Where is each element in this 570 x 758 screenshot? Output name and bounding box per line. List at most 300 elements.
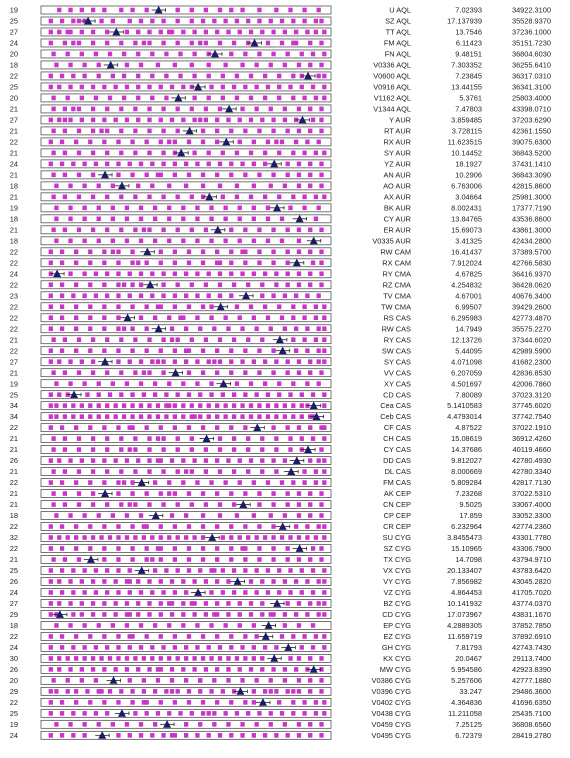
observation-marker [322, 425, 326, 430]
observation-marker [184, 678, 188, 683]
observation-marker [119, 370, 123, 375]
observation-marker [249, 403, 253, 408]
observation-marker [198, 678, 202, 683]
period-value: 17.137939 [447, 16, 482, 26]
observation-marker [181, 601, 185, 606]
epoch-value: 36428.0620 [511, 280, 551, 290]
obs-count: 27 [9, 357, 18, 367]
observation-marker [116, 491, 120, 496]
table-row [10, 181, 551, 190]
observation-marker [204, 107, 208, 112]
period-value: 6.763006 [451, 181, 482, 191]
observation-marker [257, 524, 261, 529]
observation-marker [80, 612, 84, 617]
obs-count: 18 [9, 236, 18, 246]
observation-marker [215, 458, 219, 463]
observation-marker [119, 129, 123, 134]
phase-strip [41, 6, 331, 14]
observation-marker [198, 403, 202, 408]
observation-marker [317, 612, 321, 617]
observation-marker [305, 612, 309, 617]
observation-marker [159, 425, 163, 430]
observation-marker [51, 129, 55, 134]
observation-marker [322, 524, 326, 529]
observation-marker [82, 74, 86, 79]
observation-marker [226, 326, 230, 331]
observation-marker [286, 601, 290, 606]
observation-marker [260, 579, 264, 584]
obs-count: 22 [9, 697, 18, 707]
observation-marker [80, 96, 84, 101]
observation-marker [249, 458, 253, 463]
observation-marker [226, 667, 230, 672]
observation-marker [297, 733, 301, 738]
observation-marker [280, 634, 284, 639]
observation-marker [190, 195, 194, 200]
observation-marker [246, 535, 250, 540]
observation-marker [170, 689, 174, 694]
observation-marker [49, 480, 53, 485]
observation-marker [274, 447, 278, 452]
period-value: 4.67825 [455, 269, 482, 279]
observation-marker [77, 337, 81, 342]
observation-marker [82, 162, 86, 167]
observation-marker [300, 414, 304, 419]
observation-marker [249, 151, 253, 156]
epoch-value: 37022.5310 [511, 489, 551, 499]
observation-marker [147, 195, 151, 200]
observation-marker [215, 700, 219, 705]
observation-marker [125, 85, 129, 90]
observation-marker [128, 634, 132, 639]
observation-marker [116, 590, 120, 595]
observation-marker [49, 41, 53, 46]
observation-marker [286, 359, 290, 364]
observation-marker [308, 129, 312, 134]
observation-marker [54, 184, 58, 189]
observation-marker [229, 293, 233, 298]
observation-marker [271, 667, 275, 672]
observation-marker [173, 700, 177, 705]
star-name: FM AQL [383, 38, 411, 48]
phase-strip [41, 336, 331, 344]
observation-marker [207, 74, 211, 79]
observation-marker [147, 667, 151, 672]
observation-marker [181, 579, 185, 584]
period-value: 7.81793 [455, 643, 482, 653]
observation-marker [300, 52, 304, 57]
observation-marker [51, 107, 55, 112]
obs-count: 19 [9, 203, 18, 213]
observation-marker [125, 667, 129, 672]
observation-marker [77, 502, 81, 507]
observation-marker [60, 74, 64, 79]
observation-marker [322, 74, 326, 79]
observation-marker [221, 151, 225, 156]
observation-marker [235, 184, 239, 189]
observation-marker [190, 228, 194, 233]
observation-marker [255, 634, 259, 639]
observation-marker [252, 140, 256, 145]
observation-marker [257, 502, 261, 507]
star-name: Y AUR [388, 115, 411, 125]
period-value: 18.1927 [455, 159, 482, 169]
observation-marker [302, 480, 306, 485]
observation-marker [105, 502, 109, 507]
observation-marker [255, 107, 259, 112]
star-name: EP CYG [383, 621, 411, 631]
observation-marker [130, 304, 134, 309]
observation-marker [119, 8, 123, 13]
observation-marker [91, 469, 95, 474]
observation-marker [243, 590, 247, 595]
observation-marker [319, 260, 323, 265]
observation-marker [77, 107, 81, 112]
observation-marker [116, 656, 120, 661]
observation-marker [243, 557, 247, 562]
observation-marker [102, 304, 106, 309]
observation-marker [99, 129, 103, 134]
observation-marker [49, 711, 53, 716]
observation-marker [187, 260, 191, 265]
observation-marker [139, 381, 143, 386]
observation-marker [54, 381, 58, 386]
observation-marker [170, 458, 174, 463]
period-value: 4.501697 [451, 379, 482, 389]
observation-marker [130, 173, 134, 178]
observation-marker [229, 370, 233, 375]
observation-marker [136, 601, 140, 606]
observation-marker [102, 8, 106, 13]
observation-marker [63, 436, 67, 441]
observation-marker [209, 238, 213, 243]
obs-count: 24 [9, 588, 18, 598]
observation-marker [192, 414, 196, 419]
observation-marker [232, 337, 236, 342]
observation-marker [77, 19, 81, 24]
observation-marker [226, 612, 230, 617]
observation-marker [300, 403, 304, 408]
observation-marker [238, 315, 242, 320]
observation-marker [204, 30, 208, 35]
observation-marker [63, 41, 67, 46]
observation-marker [212, 326, 216, 331]
observation-marker [133, 195, 137, 200]
star-name: FN AQL [384, 49, 411, 59]
observation-marker [161, 162, 165, 167]
observation-marker [271, 546, 275, 551]
observation-marker [133, 711, 137, 716]
observation-marker [240, 326, 244, 331]
observation-marker [235, 711, 239, 716]
observation-marker [218, 41, 222, 46]
observation-marker [116, 535, 120, 540]
phase-strip [41, 610, 331, 618]
observation-marker [232, 414, 236, 419]
observation-marker [218, 359, 222, 364]
observation-marker [238, 480, 242, 485]
star-name: AO AUR [383, 181, 411, 191]
observation-marker [249, 612, 253, 617]
observation-marker [252, 217, 256, 222]
table-row [10, 511, 551, 520]
observation-marker [156, 546, 160, 551]
observation-marker [277, 85, 281, 90]
observation-marker [286, 733, 290, 738]
observation-marker [63, 118, 67, 123]
observation-marker [173, 359, 177, 364]
observation-marker [136, 118, 140, 123]
observation-marker [159, 140, 163, 145]
observation-marker [308, 271, 312, 276]
observation-marker [125, 601, 129, 606]
observation-marker [116, 304, 120, 309]
observation-marker [49, 162, 53, 167]
observation-marker [150, 74, 154, 79]
observation-marker [235, 656, 239, 661]
observation-marker [240, 63, 244, 68]
observation-marker [173, 249, 177, 254]
observation-marker [229, 425, 233, 430]
observation-marker [243, 568, 247, 573]
observation-marker [288, 656, 292, 661]
observation-marker [145, 348, 149, 353]
observation-marker [269, 19, 273, 24]
observation-marker [159, 118, 163, 123]
observation-marker [212, 19, 216, 24]
table-row [10, 247, 551, 256]
observation-marker [260, 436, 264, 441]
obs-count: 24 [9, 269, 18, 279]
observation-marker [297, 359, 301, 364]
observation-marker [178, 52, 182, 57]
observation-marker [136, 74, 140, 79]
observation-marker [60, 326, 64, 331]
observation-marker [286, 425, 290, 430]
observation-marker [125, 118, 129, 123]
observation-marker [229, 173, 233, 178]
observation-marker [170, 118, 174, 123]
observation-marker [116, 249, 120, 254]
observation-marker [252, 238, 256, 243]
observation-marker [190, 502, 194, 507]
epoch-value: 34922.3100 [511, 5, 551, 15]
observation-marker [167, 623, 171, 628]
observation-marker [139, 722, 143, 727]
observation-marker [49, 293, 53, 298]
table-row [10, 116, 551, 125]
observation-marker [322, 436, 326, 441]
observation-marker [74, 546, 78, 551]
observation-marker [308, 502, 312, 507]
observation-marker [209, 206, 213, 211]
phase-strip [41, 402, 331, 410]
observation-marker [97, 403, 101, 408]
observation-marker [49, 359, 53, 364]
observation-marker [252, 645, 256, 650]
observation-marker [153, 217, 157, 222]
obs-count: 26 [9, 665, 18, 674]
observation-marker [246, 469, 250, 474]
observation-marker [255, 326, 259, 331]
observation-marker [159, 601, 163, 606]
observation-marker [271, 502, 275, 507]
observation-marker [271, 228, 275, 233]
table-row [10, 522, 551, 531]
table-row [10, 83, 551, 92]
epoch-value: 43045.2820 [511, 577, 551, 587]
observation-marker [249, 667, 253, 672]
observation-marker [271, 52, 275, 57]
star-name: SZ CYG [383, 544, 411, 554]
observation-marker [221, 689, 225, 694]
observation-marker [170, 733, 174, 738]
epoch-value: 43398.0710 [511, 104, 551, 114]
obs-count: 29 [9, 686, 18, 696]
table-row [10, 17, 551, 26]
observation-marker [209, 590, 213, 595]
observation-marker [136, 260, 140, 265]
observation-marker [102, 458, 106, 463]
period-value: 8.002431 [451, 203, 482, 213]
observation-marker [161, 271, 165, 276]
observation-marker [122, 52, 126, 57]
table-row [10, 698, 551, 707]
observation-marker [319, 63, 323, 68]
observation-marker [170, 337, 174, 342]
observation-marker [291, 304, 295, 309]
observation-marker [229, 557, 233, 562]
table-row [10, 313, 551, 322]
star-name: AX AUR [383, 192, 411, 202]
table-row [10, 170, 551, 179]
observation-marker [57, 118, 61, 123]
observation-marker [294, 524, 298, 529]
table-row [10, 335, 551, 344]
observation-marker [252, 689, 256, 694]
observation-marker [311, 260, 315, 265]
observation-marker [249, 601, 253, 606]
observation-marker [167, 238, 171, 243]
observation-marker [91, 151, 95, 156]
observation-marker [102, 326, 106, 331]
observation-marker [223, 238, 227, 243]
period-value: 5.954586 [451, 665, 482, 674]
observation-marker [68, 8, 72, 13]
observation-marker [283, 513, 287, 518]
observation-marker [147, 85, 151, 90]
observation-marker [159, 535, 163, 540]
observation-marker [215, 414, 219, 419]
observation-marker [201, 546, 205, 551]
observation-marker [271, 458, 275, 463]
obs-count: 21 [9, 335, 18, 345]
observation-marker [49, 546, 53, 551]
observation-marker [322, 535, 326, 540]
observation-marker [125, 722, 129, 727]
observation-marker [204, 41, 208, 46]
observation-marker [238, 217, 242, 222]
epoch-value: 39429.2600 [511, 302, 551, 312]
observation-marker [314, 700, 318, 705]
observation-marker [288, 447, 292, 452]
observation-marker [60, 282, 64, 287]
observation-marker [116, 162, 120, 167]
observation-marker [176, 337, 180, 342]
observation-marker [147, 107, 151, 112]
phase-strip [41, 28, 331, 36]
observation-marker [235, 74, 239, 79]
star-name: TW CMA [381, 302, 411, 312]
observation-marker [111, 206, 115, 211]
observation-marker [232, 392, 236, 397]
observation-marker [271, 30, 275, 35]
observation-marker [190, 436, 194, 441]
observation-marker [223, 206, 227, 211]
observation-marker [102, 249, 106, 254]
period-value: 33.247 [459, 686, 482, 696]
table-row [10, 709, 551, 718]
observation-marker [238, 238, 242, 243]
observation-marker [263, 96, 267, 101]
table-row [10, 566, 551, 575]
observation-marker [218, 733, 222, 738]
observation-marker [142, 524, 146, 529]
phase-strip [41, 39, 331, 47]
epoch-value: 36912.4260 [511, 434, 551, 444]
observation-marker [176, 129, 180, 134]
observation-marker [294, 579, 298, 584]
observation-marker [139, 206, 143, 211]
observation-marker [116, 326, 120, 331]
obs-count: 24 [9, 730, 18, 740]
observation-marker [68, 513, 72, 518]
observation-marker [116, 348, 120, 353]
observation-marker [317, 524, 321, 529]
observation-marker [150, 293, 154, 298]
observation-marker [94, 162, 98, 167]
observation-marker [167, 217, 171, 222]
observation-marker [260, 601, 264, 606]
observation-marker [257, 52, 261, 57]
observation-marker [94, 568, 98, 573]
observation-marker [54, 513, 58, 518]
observation-marker [128, 162, 132, 167]
observation-marker [114, 414, 118, 419]
star-name: KX CYG [383, 654, 411, 664]
observation-marker [80, 8, 84, 13]
observation-marker [223, 403, 227, 408]
observation-marker [170, 678, 174, 683]
period-value: 15.69073 [451, 225, 482, 235]
observation-marker [145, 425, 149, 430]
observation-marker [198, 41, 202, 46]
observation-marker [139, 19, 143, 24]
observation-marker [308, 513, 312, 518]
observation-marker [184, 326, 188, 331]
observation-marker [54, 722, 58, 727]
observation-marker [255, 85, 259, 90]
observation-marker [226, 458, 230, 463]
observation-marker [263, 162, 267, 167]
observation-marker [176, 568, 180, 573]
obs-count: 22 [9, 423, 18, 433]
observation-marker [271, 579, 275, 584]
observation-marker [153, 206, 157, 211]
table-row [10, 137, 551, 146]
observation-marker [257, 249, 261, 254]
observation-marker [122, 480, 126, 485]
